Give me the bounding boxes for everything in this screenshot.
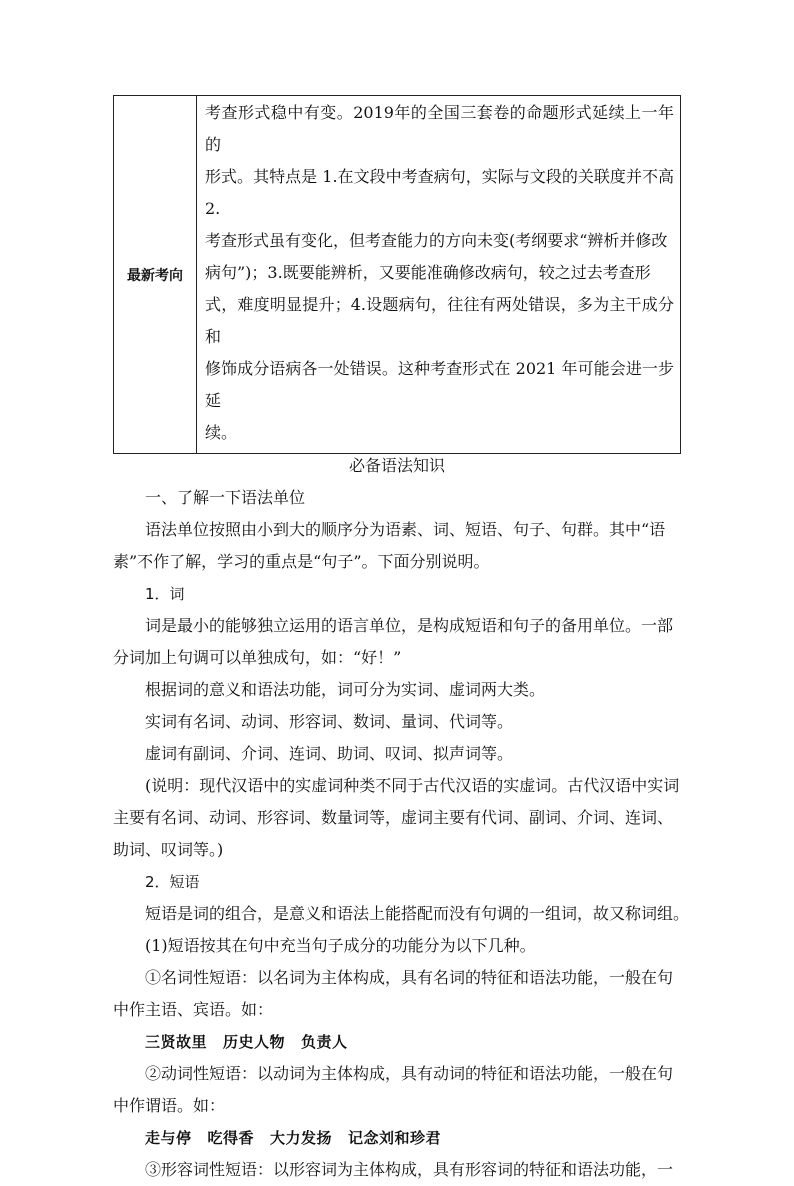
example-item: 吃得香 bbox=[207, 1129, 255, 1147]
table-line: 式，难度明显提升；4.设题病句，往往有两处错误，多为主干成分和 bbox=[205, 295, 674, 346]
paragraph-line: 虚词有副词、介词、连词、助词、叹词、拟声词等。 bbox=[145, 744, 514, 763]
table-line: 病句”)；3.既要能辨析，又要能准确修改病句，较之过去考查形 bbox=[205, 263, 651, 282]
table-line: 考查形式虽有变化，但考查能力的方向未变(考纲要求“辨析并修改 bbox=[205, 231, 668, 250]
paragraph-line: (1)短语按其在句中充当句子成分的功能分为以下几种。 bbox=[145, 936, 536, 955]
table-line: 形式。其特点是 1.在文段中考查病句，实际与文段的关联度并不高2. bbox=[205, 167, 674, 218]
table-label: 最新考向 bbox=[114, 96, 197, 454]
subheading-word: 1．词 bbox=[145, 585, 185, 603]
example-item: 历史人物 bbox=[223, 1033, 286, 1051]
example-item: 负责人 bbox=[301, 1033, 348, 1051]
example-list bbox=[113, 1122, 681, 1154]
paragraph-line: 根据词的意义和语法功能，词可分为实词、虚词两大类。 bbox=[145, 680, 546, 699]
paragraph-line: 助词、叹词等。) bbox=[113, 840, 224, 859]
body-text bbox=[113, 482, 690, 1186]
example-item: 走与停 bbox=[145, 1129, 192, 1147]
paragraph-line: 实词有名词、动词、形容词、数词、量词、代词等。 bbox=[145, 712, 514, 731]
table-line: 续。 bbox=[205, 423, 238, 442]
example-item: 大力发扬 bbox=[270, 1129, 333, 1147]
heading-grammar-units: 一、了解一下语法单位 bbox=[145, 488, 306, 507]
example-item: 记念刘和珍君 bbox=[348, 1129, 442, 1147]
table-line: 修饰成分语病各一处错误。这种考查形式在 2021 年可能会进一步延 bbox=[205, 359, 674, 410]
paragraph-line: 语法单位按照由小到大的顺序分为语素、词、短语、句子、句群。其中“语 bbox=[145, 520, 666, 539]
paragraph-line: 中作谓语。如： bbox=[113, 1096, 226, 1115]
paragraph-line: 中作主语、宾语。如： bbox=[113, 1000, 274, 1019]
paragraph-line: 词是最小的能够独立运用的语言单位，是构成短语和句子的备用单位。一部 bbox=[145, 616, 674, 635]
paragraph-line: 主要有名词、动词、形容词、数量词等，虚词主要有代词、副词、介词、连词、 bbox=[113, 808, 674, 827]
paragraph-line: (说明：现代汉语中的实虚词种类不同于古代汉语的实虚词。古代汉语中实词 bbox=[145, 776, 680, 795]
paragraph-line: 分词加上句调可以单独成句，如：“好！” bbox=[113, 648, 402, 667]
section-title: 必备语法知识 bbox=[348, 456, 445, 475]
paragraph-line: ②动词性短语：以动词为主体构成，具有动词的特征和语法功能，一般在句 bbox=[145, 1064, 674, 1083]
example-item: 三贤故里 bbox=[145, 1033, 208, 1051]
table-content bbox=[197, 96, 681, 454]
paragraph-line: 短语是词的组合，是意义和语法上能搭配而没有句调的一组词，故又称词组。 bbox=[145, 904, 690, 923]
paragraph-line: ①名词性短语：以名词为主体构成，具有名词的特征和语法功能，一般在句 bbox=[145, 968, 674, 987]
paragraph-line: 素”不作了解，学习的重点是“句子”。下面分别说明。 bbox=[113, 552, 490, 571]
subheading-phrase: 2．短语 bbox=[145, 873, 200, 891]
paragraph-line: ③形容词性短语：以形容词为主体构成，具有形容词的特征和语法功能，一 bbox=[145, 1160, 674, 1179]
exam-trend-table bbox=[113, 95, 681, 454]
example-list bbox=[113, 1026, 681, 1058]
table-line: 考查形式稳中有变。2019年的全国三套卷的命题形式延续上一年的 bbox=[205, 103, 674, 154]
document-page bbox=[113, 95, 690, 1186]
